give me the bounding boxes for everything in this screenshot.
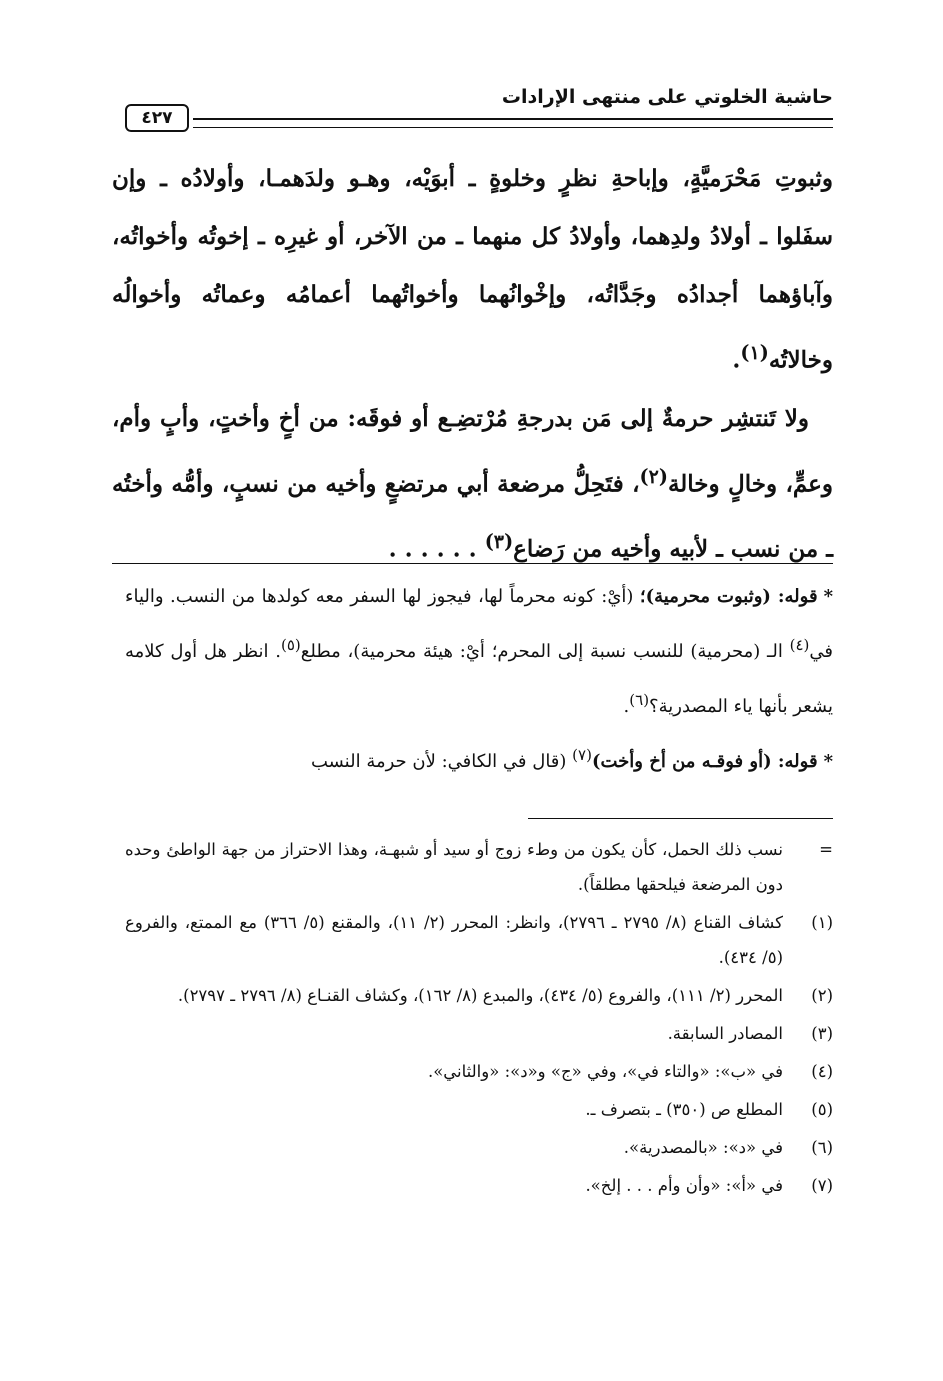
main-paragraph-2-text-b: ، فتَحِلُّ مرضعة أبي مرتضعٍ وأخيه من نسبٍ، وأمُّه وأختُه ـ من نسب ـ لأبيه وأخيه من رَضاع xyxy=(112,470,833,563)
asterisk-icon: * xyxy=(823,751,833,772)
page-header xyxy=(125,86,833,130)
footnote-divider xyxy=(528,818,833,819)
asterisk-icon: * xyxy=(823,586,833,607)
footnote-text: في «د»: «بالمصدرية». xyxy=(623,1138,783,1157)
footnote-text: في «ب»: «والتاء في»، وفي «ج» و«د»: «والثاني». xyxy=(427,1062,783,1081)
commentary-entry-1 xyxy=(125,573,833,731)
main-paragraph-1-end: . xyxy=(732,346,741,374)
commentary-text-1: (أيْ: كونه محرماً لها، فيجوز لها السفر معه كولدها من النسب. والياء في xyxy=(125,586,833,662)
main-paragraph-1 xyxy=(112,150,833,390)
footnote-ref-5: (٥) xyxy=(281,636,301,654)
main-paragraph-1-text: وثبوتِ مَحْرَميَّةٍ، وإباحةِ نظرٍ وخلوةٍ ـ أبوَيْه، وهـو ولدَهمـا، وأولادُه ـ وإن سفَلوا ـ أولادُ ولدِهما، وأولادُ كل منهما ـ من الآخر، أو غيرِه ـ إخوتُه وأخواتُه، وآباؤهما أجدادُه وجَدَّاتُه، وإخْوانُهما وأخواتُهما أعمامُه وعماتُه وأخوالُه وخالاتُه xyxy=(112,165,834,374)
footnote-ref-3: (٣) xyxy=(484,530,514,554)
commentary-text-1-end: . xyxy=(623,696,630,717)
footnote-ref-7: (٧) xyxy=(572,746,592,764)
running-title: حاشية الخلوتي على منتهى الإرادات xyxy=(501,86,833,108)
footnote-number: (٦) xyxy=(811,1138,833,1157)
footnote-text: كشاف القناع (٨/ ٢٧٩٥ ـ ٢٧٩٦)، وانظر: المحرر (٢/ ١١)، والمقنع (٥/ ٣٦٦) مع الممتع، والفروع (٥/ ٤٣٤). xyxy=(125,913,783,967)
footnote-number: = xyxy=(819,840,833,859)
footnote-ref-2: (٢) xyxy=(639,464,668,488)
footnote-ref-6: (٦) xyxy=(629,691,650,709)
footnote-ref-1: (١) xyxy=(740,341,769,364)
footnote-number: (٢) xyxy=(811,986,833,1005)
main-paragraph-2-end: . . . . . . xyxy=(388,535,485,563)
header-rule xyxy=(193,118,833,128)
page-number: ٤٢٧ xyxy=(125,104,189,132)
commentary xyxy=(125,573,833,786)
commentary-entry-2 xyxy=(125,731,833,786)
footnote-number: (٥) xyxy=(811,1100,833,1119)
commentary-text-1b: الـ (محرمية) للنسب نسبة إلى المحرم؛ أيْ: هيئة محرمية)، مطلع xyxy=(300,641,790,662)
footnote-item xyxy=(125,1054,833,1089)
footnote-item xyxy=(125,1016,833,1051)
footnote-item xyxy=(125,832,833,902)
footnote-number: (٧) xyxy=(811,1176,833,1195)
footnotes xyxy=(125,832,833,1203)
main-paragraph-2-text-a: ولا تَنتشِر حرمةٌ إلى مَن بدرجةِ مُرْتضِـع أو فوقَه: من أخٍ وأختٍ، وأبٍ وأم، وعمٍّ، وخالٍ وخالة xyxy=(112,404,833,498)
footnote-item xyxy=(125,1130,833,1165)
commentary-text-1c: . انظر هل أول كلامه يشعر بأنها ياء المصدرية؟ xyxy=(125,641,833,717)
footnote-text: المحرر (٢/ ١١١)، والفروع (٥/ ٤٣٤)، والمبدع (٨/ ١٦٢)، وكشاف القنـاع (٨/ ٢٧٩٦ ـ ٢٧٩٧). xyxy=(177,986,783,1005)
main-divider xyxy=(112,563,833,564)
footnote-text: المصادر السابقة. xyxy=(667,1024,783,1043)
main-paragraph-2 xyxy=(112,390,833,579)
commentary-lead-1: قوله: (وثبوت محرمية)؛ xyxy=(639,586,818,607)
commentary-lead-2: قوله: (أو فوقـه من أخ وأخت) xyxy=(591,751,818,772)
commentary-text-2: (قال في الكافي: لأن حرمة النسب xyxy=(310,751,573,772)
footnote-text: في «أ»: «وأن وأم . . . إلخ». xyxy=(585,1176,783,1195)
footnote-item xyxy=(125,1092,833,1127)
footnote-ref-4: (٤) xyxy=(789,636,810,654)
footnote-number: (٣) xyxy=(811,1024,833,1043)
footnote-number: (١) xyxy=(811,913,833,932)
main-text xyxy=(112,150,833,579)
footnote-item xyxy=(125,905,833,975)
footnote-item xyxy=(125,1168,833,1203)
footnote-text: المطلع ص (٣٥٠) ـ بتصرف ـ. xyxy=(585,1100,783,1119)
footnote-item xyxy=(125,978,833,1013)
footnote-number: (٤) xyxy=(811,1062,833,1081)
footnote-text: نسب ذلك الحمل، كأن يكون من وطء زوج أو سيد أو شبهـة، وهذا الاحتراز من جهة الواطئ وحده دون المرضعة فيلحقها مطلقاً). xyxy=(125,840,783,894)
